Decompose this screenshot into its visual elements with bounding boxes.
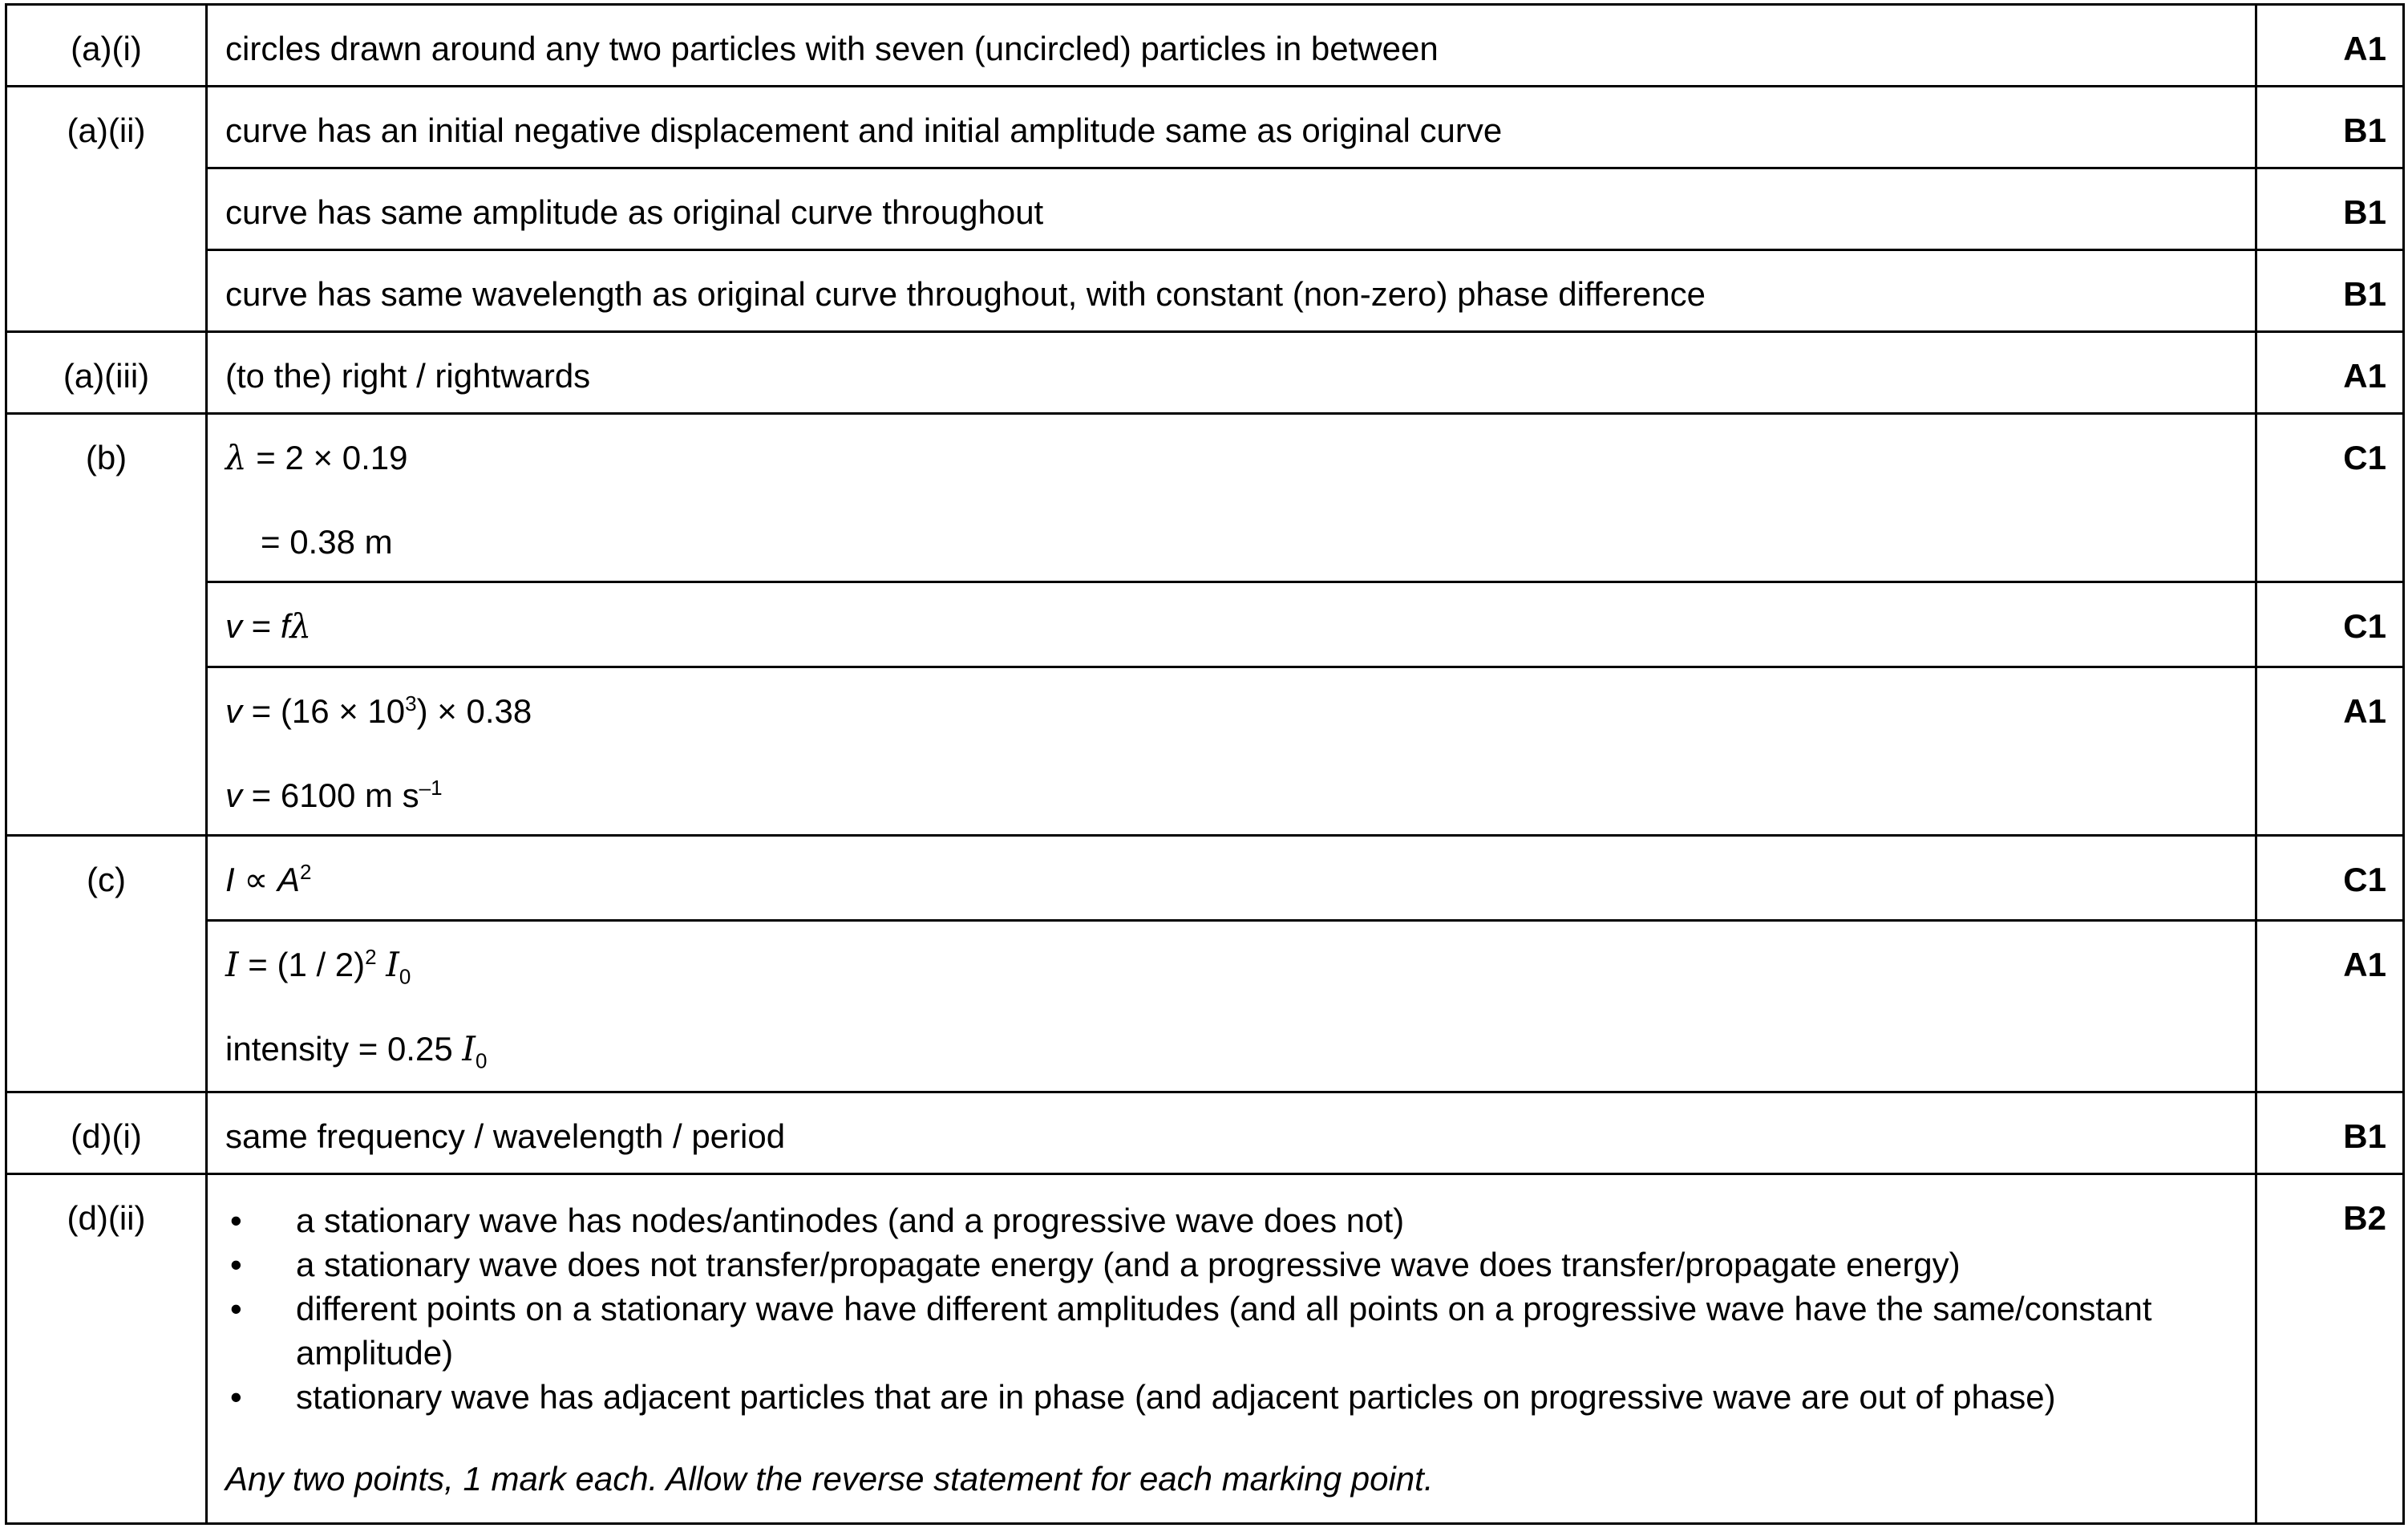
exponent: 2 — [365, 945, 377, 969]
exponent: 3 — [405, 691, 417, 715]
mark-code: C1 — [2256, 836, 2404, 921]
amplitude-symbol: A — [277, 861, 301, 898]
intensity-symbol: I — [225, 945, 239, 984]
row-a-ii-2 — [6, 168, 2404, 250]
row-a-ii-1 — [6, 87, 2404, 168]
result-text: intensity = 0.25 — [225, 1030, 463, 1068]
calculation-expression: = (1 / 2) — [238, 946, 366, 983]
row-c-2 — [6, 921, 2404, 1092]
answer-points — [207, 1174, 2256, 1524]
row-a-i — [6, 5, 2404, 87]
mark-code: A1 — [2256, 332, 2404, 414]
marking-point: • a stationary wave has nodes/antinodes (and a progressive wave does not) — [225, 1198, 2237, 1242]
subscript: 0 — [475, 1048, 488, 1073]
answer-working — [207, 921, 2256, 1092]
mark-code: B1 — [2256, 250, 2404, 332]
question-number: (d)(ii) — [6, 1174, 207, 1524]
lambda-symbol: λ — [225, 438, 247, 477]
row-b-1 — [6, 414, 2404, 582]
initial-intensity-symbol: I — [462, 1029, 476, 1068]
subscript: 0 — [399, 964, 411, 989]
question-number: (a)(ii) — [6, 87, 207, 332]
mark-code: C1 — [2256, 582, 2404, 667]
question-number: (c) — [6, 836, 207, 1092]
mark-code: B1 — [2256, 87, 2404, 168]
mark-code: A1 — [2256, 667, 2404, 836]
mark-code: A1 — [2256, 921, 2404, 1092]
mark-code: B2 — [2256, 1174, 2404, 1524]
answer-working — [207, 667, 2256, 836]
row-a-ii-3 — [6, 250, 2404, 332]
row-c-1 — [6, 836, 2404, 921]
result-value: = 6100 m s — [242, 776, 419, 814]
mark-code: C1 — [2256, 414, 2404, 582]
answer-text: curve has an initial negative displacement and initial amplitude same as original curve — [207, 87, 2256, 168]
intensity-calculation — [225, 945, 2237, 989]
marking-points-list — [225, 1198, 2237, 1419]
space — [377, 946, 386, 983]
answer-working — [207, 414, 2256, 582]
substitution-part-a: = (16 × 10 — [242, 692, 406, 730]
question-number: (d)(i) — [6, 1092, 207, 1174]
row-d-i — [6, 1092, 2404, 1174]
question-number: (a)(iii) — [6, 332, 207, 414]
frequency-symbol: f — [280, 607, 290, 645]
answer-working — [207, 836, 2256, 921]
mark-code: A1 — [2256, 5, 2404, 87]
answer-working — [207, 582, 2256, 667]
mark-code: B1 — [2256, 168, 2404, 250]
marking-point: • different points on a stationary wave have different amplitudes (and all points on a progressive wave have the same/constant amplitude) — [225, 1287, 2237, 1375]
exponent: 2 — [300, 860, 312, 884]
wavelength-equation — [225, 438, 2237, 478]
proportionality-statement — [225, 860, 2237, 900]
equation-expression: = 2 × 0.19 — [246, 439, 408, 476]
intensity-symbol: I — [225, 861, 235, 898]
mark-scheme-table — [5, 3, 2405, 1525]
question-number: (b) — [6, 414, 207, 836]
mark-code: B1 — [2256, 1092, 2404, 1174]
velocity-symbol: v — [225, 692, 242, 730]
answer-text: (to the) right / rightwards — [207, 332, 2256, 414]
velocity-result — [225, 776, 2237, 816]
answer-text: same frequency / wavelength / period — [207, 1092, 2256, 1174]
answer-text: curve has same amplitude as original curve throughout — [207, 168, 2256, 250]
row-a-iii — [6, 332, 2404, 414]
row-b-2 — [6, 582, 2404, 667]
row-d-ii — [6, 1174, 2404, 1524]
unit-exponent: –1 — [419, 776, 443, 800]
wavelength-result: = 0.38 m — [261, 523, 393, 561]
velocity-symbol: v — [225, 607, 242, 645]
answer-text: circles drawn around any two particles with seven (uncircled) particles in between — [207, 5, 2256, 87]
lambda-symbol: λ — [289, 606, 312, 646]
velocity-substitution — [225, 691, 2237, 732]
velocity-symbol: v — [225, 776, 242, 814]
equals-sign: = — [242, 607, 281, 645]
answer-text: curve has same wavelength as original curve throughout, with constant (non-zero) phase difference — [207, 250, 2256, 332]
question-number: (a)(i) — [6, 5, 207, 87]
marking-point: • a stationary wave does not transfer/propagate energy (and a progressive wave does transfer/propagate energy) — [225, 1242, 2237, 1287]
intensity-result — [225, 1029, 2237, 1073]
initial-intensity-symbol: I — [386, 945, 399, 984]
marking-point: • stationary wave has adjacent particles that are in phase (and adjacent particles on progressive wave are out of phase) — [225, 1375, 2237, 1419]
proportional-sign: ∝ — [234, 861, 278, 898]
marking-guidance-note: Any two points, 1 mark each. Allow the reverse statement for each marking point. — [225, 1460, 1434, 1498]
substitution-part-b: ) × 0.38 — [416, 692, 532, 730]
row-b-3 — [6, 667, 2404, 836]
wave-equation — [225, 606, 2237, 646]
